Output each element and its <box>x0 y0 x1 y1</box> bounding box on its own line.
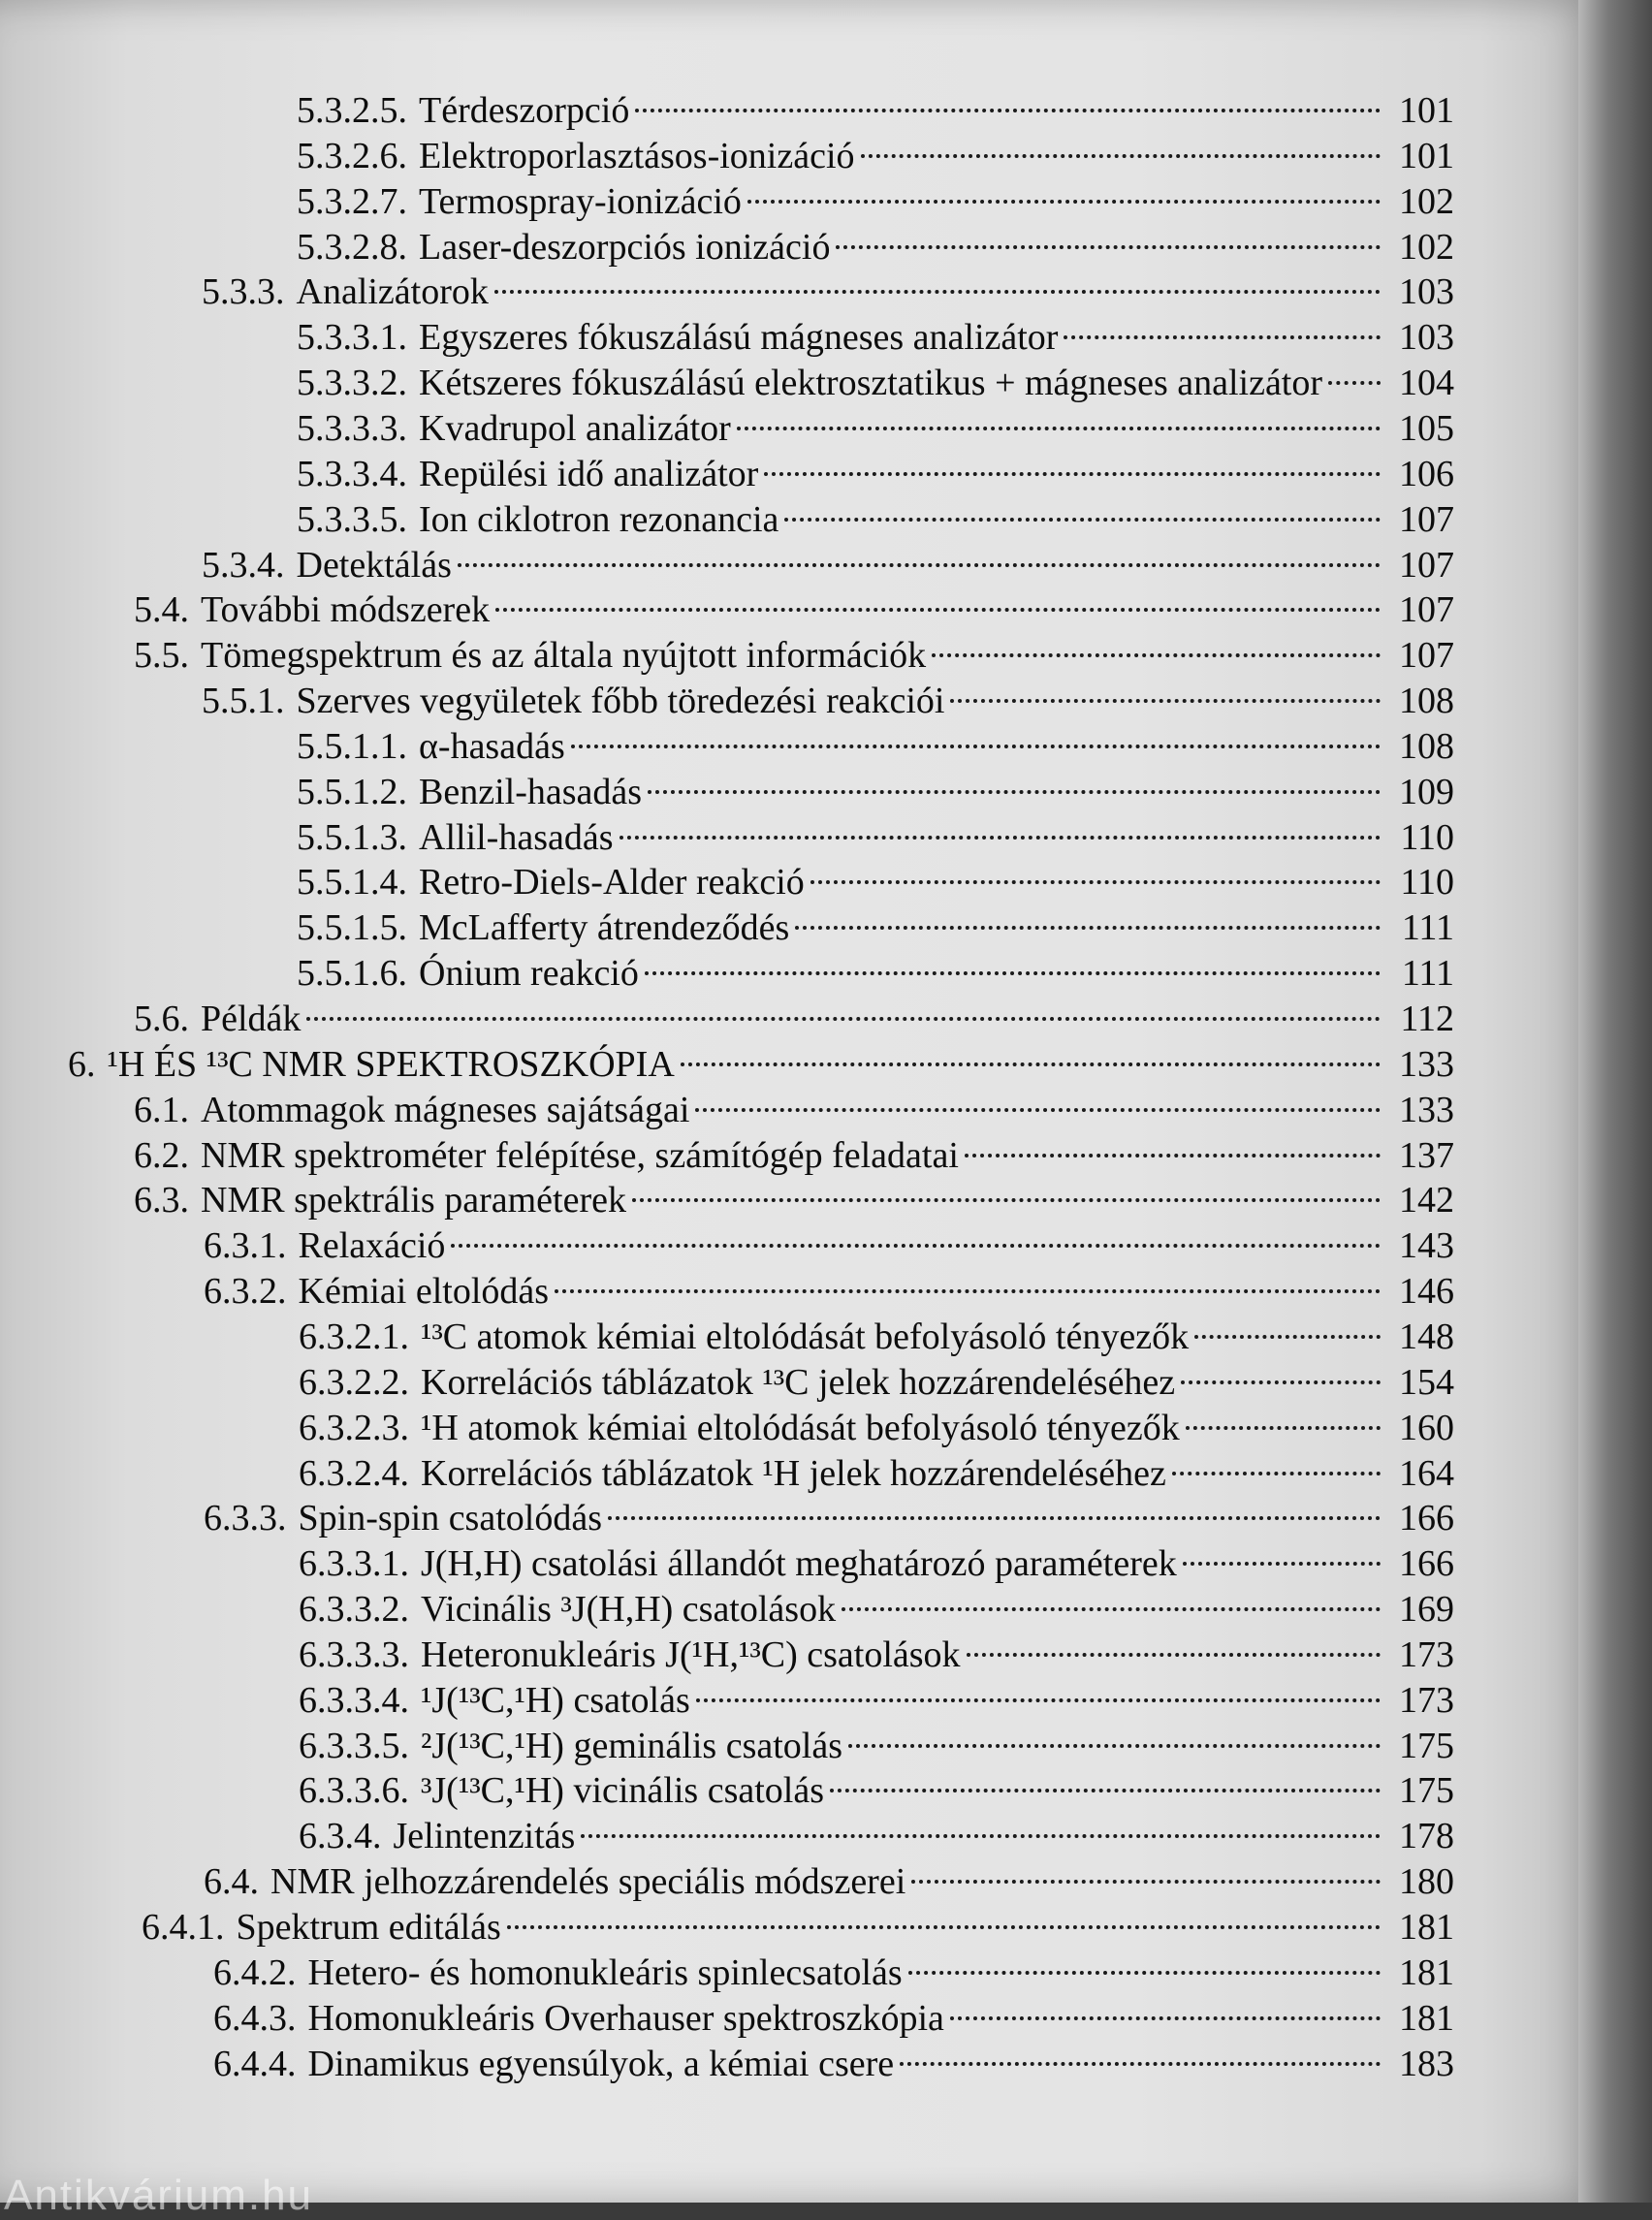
toc-entry[interactable] <box>68 1033 1454 1085</box>
toc-entry[interactable] <box>297 306 1454 358</box>
toc-entry[interactable] <box>297 942 1454 994</box>
toc-entry-title: További módszerek <box>201 589 491 630</box>
toc-entry-title: Benzil-hasadás <box>419 772 643 812</box>
toc-entry-number: 6.3.2.2. <box>299 1362 409 1403</box>
toc-row <box>0 1942 1652 1993</box>
dot-leader <box>737 397 1381 440</box>
toc-entry-page: 180 <box>1399 1861 1454 1902</box>
toc-entry[interactable] <box>134 579 1454 630</box>
toc-entry-title: Repülési idő analizátor <box>419 454 759 494</box>
toc-entry-title: NMR jelhozzárendelés speciális módszerei <box>270 1861 906 1902</box>
toc-entry-page: 142 <box>1399 1180 1454 1221</box>
toc-entry[interactable] <box>213 1987 1454 2039</box>
toc-entry-page: 169 <box>1399 1589 1454 1630</box>
dot-leader <box>784 489 1381 531</box>
toc-entry[interactable] <box>297 397 1454 449</box>
toc-entry-page: 102 <box>1399 227 1454 268</box>
toc-entry-page: 183 <box>1399 2044 1454 2084</box>
toc-entry[interactable] <box>297 443 1454 494</box>
toc-entry[interactable] <box>299 1397 1454 1448</box>
toc-entry[interactable] <box>213 2033 1454 2084</box>
toc-row <box>0 1533 1652 1584</box>
toc-entry-number: 5.5. <box>134 635 189 676</box>
toc-entry[interactable] <box>134 1079 1454 1130</box>
toc-entry[interactable] <box>204 1487 1454 1538</box>
toc-row <box>0 1896 1652 1948</box>
toc-entry-number: 6.1. <box>134 1090 189 1130</box>
dot-leader <box>458 534 1381 577</box>
toc-entry-number: 5.3.3.2. <box>297 363 407 403</box>
toc-entry-number: 5.5.1.1. <box>297 726 407 767</box>
toc-entry-title: Hetero- és homonukleáris spinlecsatolás <box>307 1952 903 1993</box>
toc-entry-title: Retro-Diels-Alder reakció <box>419 862 805 903</box>
toc-entry[interactable] <box>134 1125 1454 1176</box>
toc-entry-number: 5.3.3.3. <box>297 408 407 449</box>
toc-entry-title: Laser-deszorpciós ionizáció <box>419 227 831 268</box>
toc-entry-title: ¹J(¹³C,¹H) csatolás <box>421 1680 690 1721</box>
toc-row <box>0 851 1652 903</box>
toc-row <box>0 1578 1652 1630</box>
toc-row <box>0 2033 1652 2084</box>
toc-entry-page: 102 <box>1399 181 1454 222</box>
toc-row <box>0 1805 1652 1856</box>
toc-entry-title: Spin-spin csatolódás <box>298 1498 602 1538</box>
dot-leader <box>495 579 1381 621</box>
toc-row <box>0 1669 1652 1721</box>
dot-leader <box>1181 1351 1381 1394</box>
toc-entry-page: 107 <box>1399 589 1454 630</box>
toc-entry-page: 173 <box>1399 1680 1454 1721</box>
toc-entry-title: Vicinális ³J(H,H) csatolások <box>421 1589 837 1630</box>
toc-row <box>0 670 1652 721</box>
toc-entry-page: 166 <box>1399 1498 1454 1538</box>
toc-entry-title: Ónium reakció <box>419 953 639 994</box>
toc-row <box>0 443 1652 494</box>
dot-leader <box>635 79 1381 122</box>
toc-entry-title: Homonukleáris Overhauser spektroszkópia <box>307 1998 944 2039</box>
toc-entry-page: 110 <box>1400 817 1454 858</box>
dot-leader <box>747 171 1381 213</box>
dot-leader <box>842 1578 1381 1621</box>
toc-entry-number: 5.3.4. <box>202 545 285 586</box>
toc-entry-number: 6. <box>68 1044 96 1085</box>
toc-entry-title: Egyszeres fókuszálású mágneses analizátor <box>419 317 1059 358</box>
toc-row <box>0 216 1652 268</box>
dot-leader <box>795 897 1381 939</box>
toc-row <box>0 1987 1652 2039</box>
toc-entry-number: 6.3.1. <box>204 1225 287 1266</box>
toc-entry-number: 6.4.1. <box>142 1907 225 1948</box>
dot-leader <box>494 261 1381 303</box>
toc-row <box>0 1351 1652 1403</box>
toc-row <box>0 807 1652 858</box>
toc-entry[interactable] <box>297 125 1454 176</box>
toc-row <box>0 1760 1652 1811</box>
dot-leader <box>950 670 1381 713</box>
toc-entry-page: 154 <box>1399 1362 1454 1403</box>
toc-entry-number: 5.3.2.5. <box>297 90 407 131</box>
toc-entry-title: Kémiai eltolódás <box>298 1271 550 1312</box>
toc-entry-title: Kvadrupol analizátor <box>419 408 731 449</box>
toc-entry-page: 107 <box>1399 635 1454 676</box>
dot-leader <box>900 2033 1381 2076</box>
toc-entry-number: 5.4. <box>134 589 189 630</box>
toc-entry[interactable] <box>297 851 1454 903</box>
dot-leader <box>764 443 1381 486</box>
toc-entry-title: J(H,H) csatolási állandót meghatározó paraméterek <box>421 1543 1177 1584</box>
toc-entry[interactable] <box>297 807 1454 858</box>
toc-entry-title: NMR spektrális paraméterek <box>201 1180 626 1221</box>
toc-row <box>0 79 1652 131</box>
toc-entry-page: 175 <box>1399 1770 1454 1811</box>
toc-entry-page: 101 <box>1399 136 1454 176</box>
toc-entry-number: 6.3.3.2. <box>299 1589 409 1630</box>
toc-entry[interactable] <box>204 1215 1454 1266</box>
toc-entry-page: 133 <box>1399 1090 1454 1130</box>
dot-leader <box>648 761 1381 804</box>
toc-entry-page: 181 <box>1399 1952 1454 1993</box>
toc-row <box>0 397 1652 449</box>
toc-entry-title: Ion ciklotron rezonancia <box>419 499 779 540</box>
toc-entry[interactable] <box>299 1306 1454 1357</box>
toc-entry-page: 181 <box>1399 1998 1454 2039</box>
toc-entry-number: 6.2. <box>134 1135 189 1176</box>
toc-row <box>0 1215 1652 1266</box>
toc-entry-number: 6.3.2. <box>204 1271 287 1312</box>
toc-entry-page: 173 <box>1399 1634 1454 1675</box>
toc-entry-number: 5.5.1. <box>202 681 285 721</box>
toc-entry[interactable] <box>202 670 1454 721</box>
dot-leader <box>848 1715 1381 1758</box>
toc-entry-page: 103 <box>1399 317 1454 358</box>
toc-entry[interactable] <box>213 1942 1454 1993</box>
toc-entry-number: 5.5.1.4. <box>297 862 407 903</box>
toc-entry-title: ¹³C atomok kémiai eltolódását befolyásoló tényezők <box>421 1316 1190 1357</box>
dot-leader <box>1194 1306 1381 1348</box>
toc-entry-page: 107 <box>1399 499 1454 540</box>
toc-entry-number: 6.3.2.3. <box>299 1408 409 1448</box>
toc-entry-title: Relaxáció <box>298 1225 446 1266</box>
toc-row <box>0 579 1652 630</box>
toc-entry-page: 160 <box>1399 1408 1454 1448</box>
toc-entry-title: Allil-hasadás <box>419 817 614 858</box>
dot-leader <box>967 1624 1381 1666</box>
toc-entry-title: ¹H ÉS ¹³C NMR SPEKTROSZKÓPIA <box>107 1044 675 1085</box>
toc-row <box>0 1443 1652 1494</box>
toc-entry-title: Tömegspektrum és az általa nyújtott információk <box>201 635 927 676</box>
toc-row <box>0 1033 1652 1085</box>
toc-entry-number: 5.5.1.3. <box>297 817 407 858</box>
dot-leader <box>620 807 1381 849</box>
toc-row <box>0 125 1652 176</box>
toc-entry-page: 148 <box>1399 1316 1454 1357</box>
toc-entry-number: 5.5.1.2. <box>297 772 407 812</box>
toc-row <box>0 1487 1652 1538</box>
dot-leader <box>1186 1397 1381 1440</box>
toc-entry-number: 5.3.3.1. <box>297 317 407 358</box>
toc-entry[interactable] <box>297 171 1454 222</box>
toc-entry-page: 181 <box>1399 1907 1454 1948</box>
toc-entry-title: Korrelációs táblázatok ¹³C jelek hozzárendeléséhez <box>421 1362 1176 1403</box>
toc-entry-page: 109 <box>1399 772 1454 812</box>
toc-entry-number: 6.3.3.1. <box>299 1543 409 1584</box>
toc-entry-page: 112 <box>1400 999 1454 1039</box>
toc-entry-number: 5.3.3.4. <box>297 454 407 494</box>
toc-entry-title: Szerves vegyületek főbb töredezési reakciói <box>296 681 945 721</box>
toc-entry-page: 143 <box>1399 1225 1454 1266</box>
toc-row <box>0 171 1652 222</box>
dot-leader <box>555 1260 1381 1303</box>
toc-entry[interactable] <box>202 534 1454 586</box>
toc-entry[interactable] <box>297 489 1454 540</box>
dot-leader <box>507 1896 1381 1939</box>
toc-entry-page: 178 <box>1399 1816 1454 1856</box>
toc-entry[interactable] <box>299 1351 1454 1403</box>
dot-leader <box>632 1169 1381 1212</box>
toc-entry-page: 164 <box>1399 1453 1454 1494</box>
toc-entry-title: Heteronukleáris J(¹H,¹³C) csatolások <box>421 1634 961 1675</box>
toc-entry-title: NMR spektrométer felépítése, számítógép feladatai <box>201 1135 959 1176</box>
toc-entry-number: 6.4.2. <box>213 1952 297 1993</box>
toc-entry[interactable] <box>297 216 1454 268</box>
toc-entry-page: 137 <box>1399 1135 1454 1176</box>
toc-row <box>0 1169 1652 1221</box>
dot-leader <box>696 1669 1381 1712</box>
toc-row <box>0 352 1652 403</box>
dot-leader <box>608 1487 1381 1530</box>
dot-leader <box>950 1987 1381 2030</box>
toc-entry-number: 6.4.3. <box>213 1998 297 2039</box>
toc-entry-page: 105 <box>1399 408 1454 449</box>
toc-row <box>0 306 1652 358</box>
toc-entry-title: McLafferty átrendeződés <box>419 907 790 948</box>
toc-entry-title: Korrelációs táblázatok ¹H jelek hozzárendeléséhez <box>421 1453 1166 1494</box>
toc-entry-page: 111 <box>1401 953 1454 994</box>
toc-entry-page: 107 <box>1399 545 1454 586</box>
toc-entry[interactable] <box>297 761 1454 812</box>
dot-leader <box>1172 1443 1381 1485</box>
toc-entry-number: 6.4. <box>204 1861 259 1902</box>
toc-row <box>0 1079 1652 1130</box>
toc-entry-number: 6.3.2.4. <box>299 1453 409 1494</box>
toc-entry-title: Elektroporlasztásos-ionizáció <box>419 136 855 176</box>
dot-leader <box>810 851 1381 894</box>
toc-entry[interactable] <box>297 897 1454 948</box>
dot-leader <box>645 942 1381 985</box>
toc-entry-number: 5.5.1.5. <box>297 907 407 948</box>
toc-entry-page: 133 <box>1399 1044 1454 1085</box>
toc-entry-title: Jelintenzitás <box>393 1816 576 1856</box>
toc-row <box>0 1260 1652 1312</box>
toc-entry-number: 6.3.3.4. <box>299 1680 409 1721</box>
watermark: Antikvárium.hu <box>4 2172 314 2219</box>
toc-entry-title: ¹H atomok kémiai eltolódását befolyásoló tényezők <box>421 1408 1180 1448</box>
toc-entry-title: ²J(¹³C,¹H) geminális csatolás <box>421 1726 842 1766</box>
toc-entry-page: 110 <box>1400 862 1454 903</box>
dot-leader <box>861 125 1381 168</box>
toc-entry-title: Kétszeres fókuszálású elektrosztatikus + mágneses analizátor <box>419 363 1323 403</box>
toc-entry-number: 5.3.2.6. <box>297 136 407 176</box>
dot-leader <box>571 715 1381 758</box>
toc-row <box>0 942 1652 994</box>
toc-entry[interactable] <box>299 1805 1454 1856</box>
toc-entry-number: 6.3.3.6. <box>299 1770 409 1811</box>
toc-entry[interactable] <box>299 1715 1454 1766</box>
toc-entry-number: 5.6. <box>134 999 189 1039</box>
toc-entry[interactable] <box>204 1260 1454 1312</box>
toc-entry-number: 5.3.3.5. <box>297 499 407 540</box>
toc-entry-page: 166 <box>1399 1543 1454 1584</box>
toc-row <box>0 489 1652 540</box>
toc-entry-title: ³J(¹³C,¹H) vicinális csatolás <box>421 1770 824 1811</box>
dot-leader <box>911 1851 1381 1893</box>
toc-row <box>0 897 1652 948</box>
toc-entry[interactable] <box>297 352 1454 403</box>
toc-entry-page: 104 <box>1399 363 1454 403</box>
toc-entry[interactable] <box>134 1169 1454 1221</box>
dot-leader <box>836 216 1381 259</box>
toc-entry-title: Térdeszorpció <box>419 90 630 131</box>
toc-entry-title: Termospray-ionizáció <box>419 181 742 222</box>
toc-row <box>0 988 1652 1039</box>
toc-entry-number: 6.3.3.5. <box>299 1726 409 1766</box>
toc-entry-title: Dinamikus egyensúlyok, a kémiai csere <box>307 2044 895 2084</box>
toc-entry-number: 6.4.4. <box>213 2044 297 2084</box>
toc-entry[interactable] <box>299 1443 1454 1494</box>
dot-leader <box>965 1125 1381 1167</box>
toc-row <box>0 1851 1652 1902</box>
toc-entry[interactable] <box>204 1851 1454 1902</box>
dot-leader <box>695 1079 1381 1122</box>
toc-entry-number: 5.5.1.6. <box>297 953 407 994</box>
toc-entry-number: 5.3.2.8. <box>297 227 407 268</box>
toc-entry-number: 5.3.2.7. <box>297 181 407 222</box>
toc-row <box>0 1125 1652 1176</box>
toc-entry-number: 6.3.3.3. <box>299 1634 409 1675</box>
dot-leader <box>681 1033 1381 1076</box>
dot-leader <box>932 624 1381 667</box>
toc-entry-page: 106 <box>1399 454 1454 494</box>
toc-entry[interactable] <box>202 261 1454 312</box>
toc-row <box>0 624 1652 676</box>
toc-row <box>0 534 1652 586</box>
toc-entry-title: Példák <box>201 999 302 1039</box>
toc-entry-page: 146 <box>1399 1271 1454 1312</box>
toc-row <box>0 261 1652 312</box>
toc-entry-title: Analizátorok <box>296 271 489 312</box>
toc-entry[interactable] <box>299 1669 1454 1721</box>
dot-leader <box>830 1760 1381 1802</box>
toc-entry[interactable] <box>299 1760 1454 1811</box>
toc-entry-number: 5.3.3. <box>202 271 285 312</box>
toc-entry-title: Spektrum editálás <box>236 1907 501 1948</box>
toc-entry-title: α-hasadás <box>419 726 565 767</box>
toc-entry[interactable] <box>142 1896 1454 1948</box>
toc-entry-page: 108 <box>1399 681 1454 721</box>
toc-row <box>0 1306 1652 1357</box>
toc-row <box>0 1624 1652 1675</box>
toc-entry[interactable] <box>299 1533 1454 1584</box>
dot-leader <box>451 1215 1381 1257</box>
toc-entry-title: Detektálás <box>296 545 452 586</box>
toc-entry-page: 111 <box>1401 907 1454 948</box>
toc-entry-number: 6.3.3. <box>204 1498 287 1538</box>
toc-entry[interactable] <box>297 715 1454 767</box>
dot-leader <box>1328 352 1381 395</box>
toc-entry[interactable] <box>299 1624 1454 1675</box>
dot-leader <box>306 988 1381 1031</box>
toc-entry-title: Atommagok mágneses sajátságai <box>201 1090 690 1130</box>
toc-entry-page: 108 <box>1399 726 1454 767</box>
toc-entry-number: 6.3.2.1. <box>299 1316 409 1357</box>
toc-row <box>0 1397 1652 1448</box>
toc-entry-number: 6.3.4. <box>299 1816 382 1856</box>
toc-entry-number: 6.3. <box>134 1180 189 1221</box>
toc-entry[interactable] <box>297 79 1454 131</box>
toc-row <box>0 715 1652 767</box>
dot-leader <box>908 1942 1381 1984</box>
toc-entry-page: 101 <box>1399 90 1454 131</box>
toc-entry[interactable] <box>299 1578 1454 1630</box>
toc-entry[interactable] <box>134 988 1454 1039</box>
toc-entry[interactable] <box>134 624 1454 676</box>
dot-leader <box>1183 1533 1381 1575</box>
toc-row <box>0 761 1652 812</box>
dot-leader <box>1064 306 1381 349</box>
toc-row <box>0 1715 1652 1766</box>
toc-entry-page: 175 <box>1399 1726 1454 1766</box>
toc-entry-page: 103 <box>1399 271 1454 312</box>
dot-leader <box>581 1805 1381 1848</box>
